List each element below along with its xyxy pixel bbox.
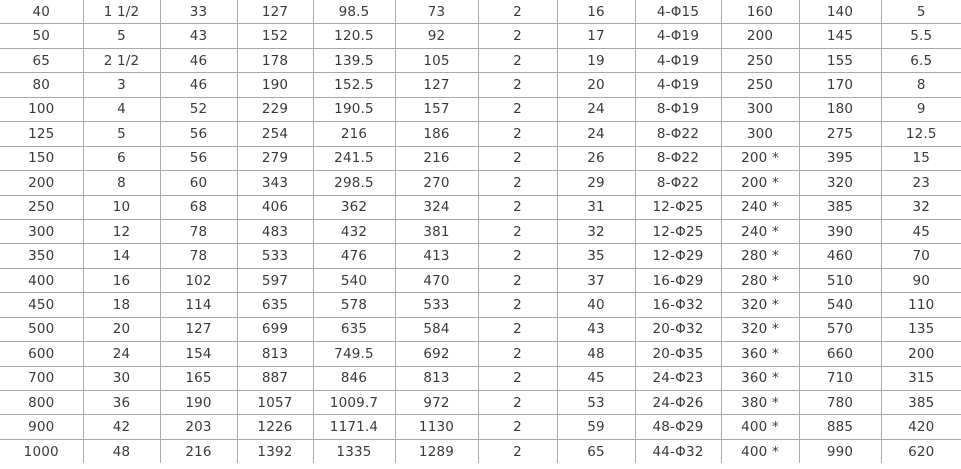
table-cell: 200 (881, 342, 961, 366)
table-cell: 127 (160, 317, 237, 341)
table-cell: 92 (395, 24, 478, 48)
table-cell: 46 (160, 48, 237, 72)
table-cell: 324 (395, 195, 478, 219)
table-cell: 12-Φ29 (635, 244, 721, 268)
table-row (0, 146, 961, 170)
table-cell: 32 (557, 219, 635, 243)
table-cell: 360 * (721, 342, 799, 366)
table-cell: 12-Φ25 (635, 219, 721, 243)
table-cell: 19 (557, 48, 635, 72)
table-cell: 413 (395, 244, 478, 268)
table-cell: 8-Φ22 (635, 171, 721, 195)
table-cell: 216 (313, 122, 395, 146)
table-cell: 2 (478, 415, 557, 439)
table-cell: 275 (799, 122, 881, 146)
table-cell: 280 * (721, 244, 799, 268)
table-cell: 98.5 (313, 0, 395, 24)
table-cell: 80 (0, 73, 83, 97)
table-cell: 90 (881, 268, 961, 292)
table-cell: 2 (478, 268, 557, 292)
table-cell: 846 (313, 366, 395, 390)
table-cell: 5 (83, 122, 160, 146)
table-cell: 127 (237, 0, 313, 24)
table-cell: 1226 (237, 415, 313, 439)
table-cell: 53 (557, 391, 635, 415)
table-cell: 127 (395, 73, 478, 97)
table-row (0, 219, 961, 243)
table-cell: 3 (83, 73, 160, 97)
table-cell: 385 (881, 391, 961, 415)
table-row (0, 195, 961, 219)
table-cell: 35 (557, 244, 635, 268)
table-cell: 315 (881, 366, 961, 390)
table-cell: 40 (557, 293, 635, 317)
table-cell: 4-Φ19 (635, 24, 721, 48)
table-cell: 540 (799, 293, 881, 317)
table-cell: 343 (237, 171, 313, 195)
table-cell: 50 (0, 24, 83, 48)
table-cell: 20-Φ35 (635, 342, 721, 366)
table-cell: 320 * (721, 293, 799, 317)
table-cell: 460 (799, 244, 881, 268)
table-cell: 279 (237, 146, 313, 170)
table-cell: 29 (557, 171, 635, 195)
table-cell: 48 (557, 342, 635, 366)
table-cell: 533 (237, 244, 313, 268)
table-cell: 400 * (721, 439, 799, 463)
table-cell: 150 (0, 146, 83, 170)
table-cell: 200 (0, 171, 83, 195)
table-cell: 692 (395, 342, 478, 366)
table-cell: 2 (478, 122, 557, 146)
table-cell: 10 (83, 195, 160, 219)
table-cell: 298.5 (313, 171, 395, 195)
table-cell: 470 (395, 268, 478, 292)
table-cell: 362 (313, 195, 395, 219)
table-cell: 699 (237, 317, 313, 341)
table-cell: 44-Φ32 (635, 439, 721, 463)
table-cell: 16 (83, 268, 160, 292)
table-cell: 2 (478, 366, 557, 390)
table-cell: 36 (83, 391, 160, 415)
table-cell: 320 * (721, 317, 799, 341)
table-cell: 5.5 (881, 24, 961, 48)
table-cell: 229 (237, 97, 313, 121)
table-row (0, 171, 961, 195)
table-cell: 9 (881, 97, 961, 121)
table-cell: 48-Φ29 (635, 415, 721, 439)
table-cell: 483 (237, 219, 313, 243)
table-cell: 45 (557, 366, 635, 390)
table-cell: 8 (83, 171, 160, 195)
table-cell: 700 (0, 366, 83, 390)
table-row (0, 24, 961, 48)
table-cell: 2 (478, 317, 557, 341)
table-row (0, 48, 961, 72)
table-cell: 59 (557, 415, 635, 439)
table-cell: 190.5 (313, 97, 395, 121)
table-cell: 12.5 (881, 122, 961, 146)
table-cell: 2 (478, 391, 557, 415)
table-cell: 2 (478, 24, 557, 48)
table-cell: 24-Φ26 (635, 391, 721, 415)
table-cell: 450 (0, 293, 83, 317)
table-row (0, 342, 961, 366)
table-cell: 885 (799, 415, 881, 439)
table-cell: 45 (881, 219, 961, 243)
table-cell: 165 (160, 366, 237, 390)
table-cell: 1171.4 (313, 415, 395, 439)
table-cell: 180 (799, 97, 881, 121)
table-cell: 37 (557, 268, 635, 292)
table-cell: 320 (799, 171, 881, 195)
table-cell: 2 (478, 73, 557, 97)
table-cell: 1335 (313, 439, 395, 463)
table-cell: 40 (0, 0, 83, 24)
table-cell: 250 (721, 48, 799, 72)
table-cell: 800 (0, 391, 83, 415)
table-cell: 570 (799, 317, 881, 341)
table-cell: 240 * (721, 219, 799, 243)
table-cell: 250 (721, 73, 799, 97)
table-cell: 125 (0, 122, 83, 146)
table-cell: 139.5 (313, 48, 395, 72)
table-cell: 300 (0, 219, 83, 243)
table-cell: 813 (395, 366, 478, 390)
table-cell: 32 (881, 195, 961, 219)
table-cell: 4-Φ19 (635, 73, 721, 97)
table-cell: 300 (721, 97, 799, 121)
table-cell: 2 (478, 219, 557, 243)
table-cell: 578 (313, 293, 395, 317)
table-cell: 1392 (237, 439, 313, 463)
table-cell: 105 (395, 48, 478, 72)
table-cell: 533 (395, 293, 478, 317)
table-cell: 241.5 (313, 146, 395, 170)
table-cell: 200 * (721, 171, 799, 195)
table-cell: 2 (478, 195, 557, 219)
table-cell: 900 (0, 415, 83, 439)
table-row (0, 0, 961, 24)
table-cell: 620 (908, 443, 935, 460)
table-cell: 2 (478, 342, 557, 366)
table-cell: 24-Φ23 (635, 366, 721, 390)
table-cell: 420 (881, 415, 961, 439)
table-cell: 43 (160, 24, 237, 48)
table-cell: 300 (721, 122, 799, 146)
table-cell: 155 (799, 48, 881, 72)
table-row (0, 268, 961, 292)
table-cell: 24 (557, 122, 635, 146)
table-cell: 600 (0, 342, 83, 366)
table-cell: 15 (881, 146, 961, 170)
table-cell: 16 (557, 0, 635, 24)
table-cell: 120.5 (313, 24, 395, 48)
table-cell: 18 (83, 293, 160, 317)
table-cell: 4-Φ15 (635, 0, 721, 24)
table-cell: 432 (313, 219, 395, 243)
table-cell: 135 (881, 317, 961, 341)
table-cell: 110 (881, 293, 961, 317)
table-cell: 540 (313, 268, 395, 292)
table-cell: 597 (237, 268, 313, 292)
table-cell: 584 (395, 317, 478, 341)
table-cell: 6.5 (881, 48, 961, 72)
table-cell: 157 (395, 97, 478, 121)
table-cell: 2 (478, 171, 557, 195)
table-cell: 1130 (395, 415, 478, 439)
table-cell: 200 (721, 24, 799, 48)
table-cell: 240 * (721, 195, 799, 219)
table-cell: 710 (799, 366, 881, 390)
table-cell: 400 * (721, 415, 799, 439)
table-cell: 390 (799, 219, 881, 243)
table-cell: 140 (799, 0, 881, 24)
table-row (0, 97, 961, 121)
table-cell: 56 (160, 122, 237, 146)
table-cell: 400 (0, 268, 83, 292)
table-cell: 360 * (721, 366, 799, 390)
table-cell: 52 (160, 97, 237, 121)
table-cell: 78 (160, 244, 237, 268)
table-cell: 476 (313, 244, 395, 268)
table-cell: 20 (83, 317, 160, 341)
table-cell: 170 (799, 73, 881, 97)
table-cell: 31 (557, 195, 635, 219)
table-cell: 2 (478, 0, 557, 24)
table-cell: 380 * (721, 391, 799, 415)
table-cell: 8-Φ22 (635, 146, 721, 170)
table-cell: 385 (799, 195, 881, 219)
table-cell: 24 (83, 342, 160, 366)
table-cell: 154 (160, 342, 237, 366)
table-cell: 78 (160, 219, 237, 243)
table-row (0, 73, 961, 97)
table-row (0, 439, 961, 463)
table-cell: 510 (799, 268, 881, 292)
table-cell: 270 (395, 171, 478, 195)
table-cell: 200 * (721, 146, 799, 170)
table-cell: 2 1/2 (83, 48, 160, 72)
table-cell: 990 (799, 439, 881, 463)
table-cell: 2 (478, 97, 557, 121)
table-cell: 16-Φ32 (635, 293, 721, 317)
table-cell: 4 (83, 97, 160, 121)
table-cell: 186 (395, 122, 478, 146)
table-cell: 4-Φ19 (635, 48, 721, 72)
table-cell: 6 (83, 146, 160, 170)
table-cell: 30 (83, 366, 160, 390)
table-cell: 8-Φ22 (635, 122, 721, 146)
table-cell: 1000 (0, 439, 83, 463)
table-cell: 203 (160, 415, 237, 439)
table-cell: 102 (160, 268, 237, 292)
table-cell: 43 (557, 317, 635, 341)
table-cell: 152 (237, 24, 313, 48)
table-cell: 17 (557, 24, 635, 48)
table-cell: 46 (160, 73, 237, 97)
table-row (0, 415, 961, 439)
table-row (0, 317, 961, 341)
table-cell: 635 (313, 317, 395, 341)
table-cell: 12-Φ25 (635, 195, 721, 219)
table-cell: 33 (160, 0, 237, 24)
table-cell: 635 (237, 293, 313, 317)
table-cell: 2 (478, 244, 557, 268)
table-cell: 5 (881, 0, 961, 24)
table-cell: 178 (237, 48, 313, 72)
table-cell: 216 (395, 146, 478, 170)
table-cell: 1289 (395, 439, 478, 463)
table-cell: 887 (237, 366, 313, 390)
table-cell: 2 (478, 439, 557, 463)
table-cell: 65 (0, 48, 83, 72)
table-cell: 73 (395, 0, 478, 24)
table-cell: 14 (83, 244, 160, 268)
table-cell: 972 (395, 391, 478, 415)
table-cell: 813 (237, 342, 313, 366)
table-cell: 395 (799, 146, 881, 170)
table-cell: 190 (237, 73, 313, 97)
table-row (0, 293, 961, 317)
table-cell: 16-Φ29 (635, 268, 721, 292)
table-cell: 2 (478, 293, 557, 317)
table-cell: 2 (478, 146, 557, 170)
table-cell: 350 (0, 244, 83, 268)
table-cell: 250 (0, 195, 83, 219)
table-cell: 20-Φ32 (635, 317, 721, 341)
table-cell: 68 (160, 195, 237, 219)
table-cell: 216 (160, 439, 237, 463)
table-cell: 60 (160, 171, 237, 195)
table-cell: 749.5 (313, 342, 395, 366)
table-cell: 56 (160, 146, 237, 170)
table-cell: 660 (799, 342, 881, 366)
table-cell: 2 (478, 48, 557, 72)
table-cell: 114 (160, 293, 237, 317)
table-cell: 65 (557, 439, 635, 463)
table-cell: 20 (557, 73, 635, 97)
table-cell: 23 (881, 171, 961, 195)
table-cell: 5 (83, 24, 160, 48)
table-cell: 190 (160, 391, 237, 415)
table-cell: 152.5 (313, 73, 395, 97)
table-row (0, 244, 961, 268)
table-cell: 145 (799, 24, 881, 48)
table-cell: 8 (881, 73, 961, 97)
table-cell: 48 (83, 439, 160, 463)
table-cell: 100 (0, 97, 83, 121)
table-cell: 8-Φ19 (635, 97, 721, 121)
table-cell: 42 (83, 415, 160, 439)
table-cell: 26 (557, 146, 635, 170)
table-cell: 406 (237, 195, 313, 219)
table-cell: 70 (881, 244, 961, 268)
table-cell: 280 * (721, 268, 799, 292)
table-row (0, 122, 961, 146)
table-cell: 254 (237, 122, 313, 146)
table-cell: 1057 (237, 391, 313, 415)
table-cell: 160 (721, 0, 799, 24)
table-cell: 1009.7 (313, 391, 395, 415)
table-row (0, 391, 961, 415)
table-cell: 1 1/2 (83, 0, 160, 24)
table-cell: 780 (799, 391, 881, 415)
table-cell: 12 (83, 219, 160, 243)
table-cell: 381 (395, 219, 478, 243)
table-cell: 24 (557, 97, 635, 121)
table-row (0, 366, 961, 390)
table-cell: 500 (0, 317, 83, 341)
